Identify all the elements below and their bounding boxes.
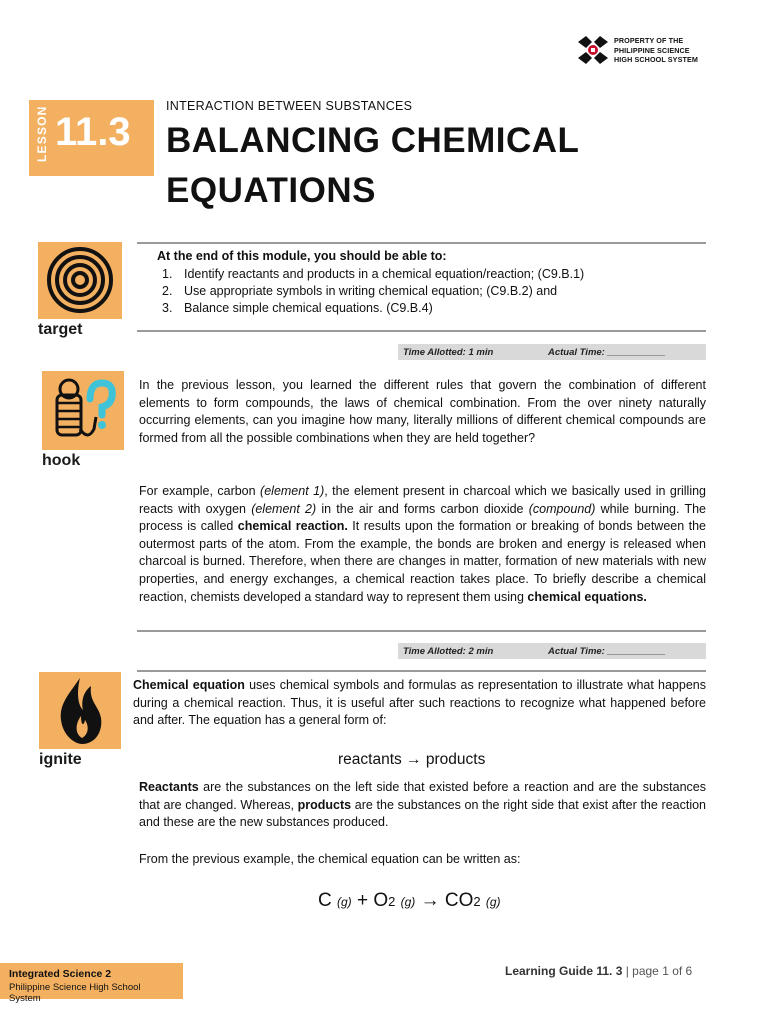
divider: [137, 630, 706, 632]
pshs-seal-icon: [576, 34, 610, 66]
property-notice: PROPERTY OF THE PHILIPPINE SCIENCE HIGH SCHOOL SYSTEM: [614, 36, 698, 64]
lesson-number: 11.3: [55, 110, 131, 154]
ignite-icon: [39, 672, 121, 749]
list-item: 3. Balance simple chemical equations. (C9.B.4): [162, 300, 433, 315]
actual-time: Actual Time: ___________: [548, 646, 666, 657]
footer-course-box: [0, 963, 183, 1004]
lesson-word: LESSON: [35, 105, 49, 162]
lesson-badge: [29, 100, 154, 176]
page-title: BALANCING CHEMICAL EQUATIONS: [166, 121, 580, 210]
objectives-list: [162, 266, 584, 316]
pshs-logo: [576, 32, 716, 68]
hook-paragraph-1: In the previous lesson, you learned the different rules that govern the combination of different elements to form compounds, the laws of chemical combination. From the over ninety naturally occurring elements, can you imagine how many, literally millions of different chemical compounds are formed from all the possible combinations when they are held together?: [139, 378, 706, 445]
objectives-heading: At the end of this module, you should be able to:: [157, 249, 447, 263]
school-name: Philippine Science High School System: [9, 982, 141, 1004]
general-form-equation: reactants → products: [338, 751, 486, 768]
ignite-label: ignite: [39, 751, 82, 768]
target-icon: [38, 242, 122, 319]
target-label: target: [38, 321, 83, 338]
ignite-paragraph-3: From the previous example, the chemical equation can be written as:: [139, 852, 521, 866]
ignite-paragraph-1: Chemical equation uses chemical symbols and formulas as representation to illustrate what happens during a chemical reaction. Thus, it is useful after such reactions to recognize what happened before and after. The equation has a general form of:: [133, 678, 706, 728]
divider: [137, 330, 706, 332]
divider: [137, 242, 706, 244]
carbon-combustion-equation: C (g) + O2 (g) → CO2 (g): [318, 890, 501, 911]
hook-label: hook: [42, 452, 81, 469]
course-name: Integrated Science 2: [9, 968, 112, 980]
time-allotted: Time Allotted: 1 min: [403, 347, 494, 358]
time-allotted: Time Allotted: 2 min: [403, 646, 494, 657]
list-item: 2. Use appropriate symbols in writing chemical equation; (C9.B.2) and: [162, 283, 558, 298]
ignite-paragraph-2: Reactants are the substances on the left side that existed before a reaction and are the substances that are changed. Whereas, products are the substances on the right side that exist after the reaction and these are the new substances produced.: [139, 780, 706, 830]
lesson-topic: INTERACTION BETWEEN SUBSTANCES: [166, 99, 413, 113]
divider: [137, 670, 706, 672]
list-item: 1. Identify reactants and products in a chemical equation/reaction; (C9.B.1): [162, 267, 585, 281]
actual-time: Actual Time: ___________: [548, 347, 666, 358]
hook-icon: [42, 371, 124, 450]
hook-paragraph-2: For example, carbon (element 1), the element present in charcoal which we basically used in grilling reacts with oxygen (element 2) in the air and forms carbon dioxide (compound) while burning. The process is called chemical reaction. It results upon the formation or breaking of bonds between the outermost parts of the atom. From the example, the bonds are broken and energy is released when charcoal is burned. Therefore, when there are changes in matter, formation of new materials with new properties, and energy exchanges, a chemical reaction takes place. To briefly describe a chemical reaction, chemists developed a standard way to represent them using chemical equations.: [139, 484, 707, 604]
time-allotted-bar: [398, 643, 706, 659]
time-allotted-bar: [398, 344, 706, 360]
page-indicator: Learning Guide 11. 3 | page 1 of 6: [505, 964, 693, 978]
